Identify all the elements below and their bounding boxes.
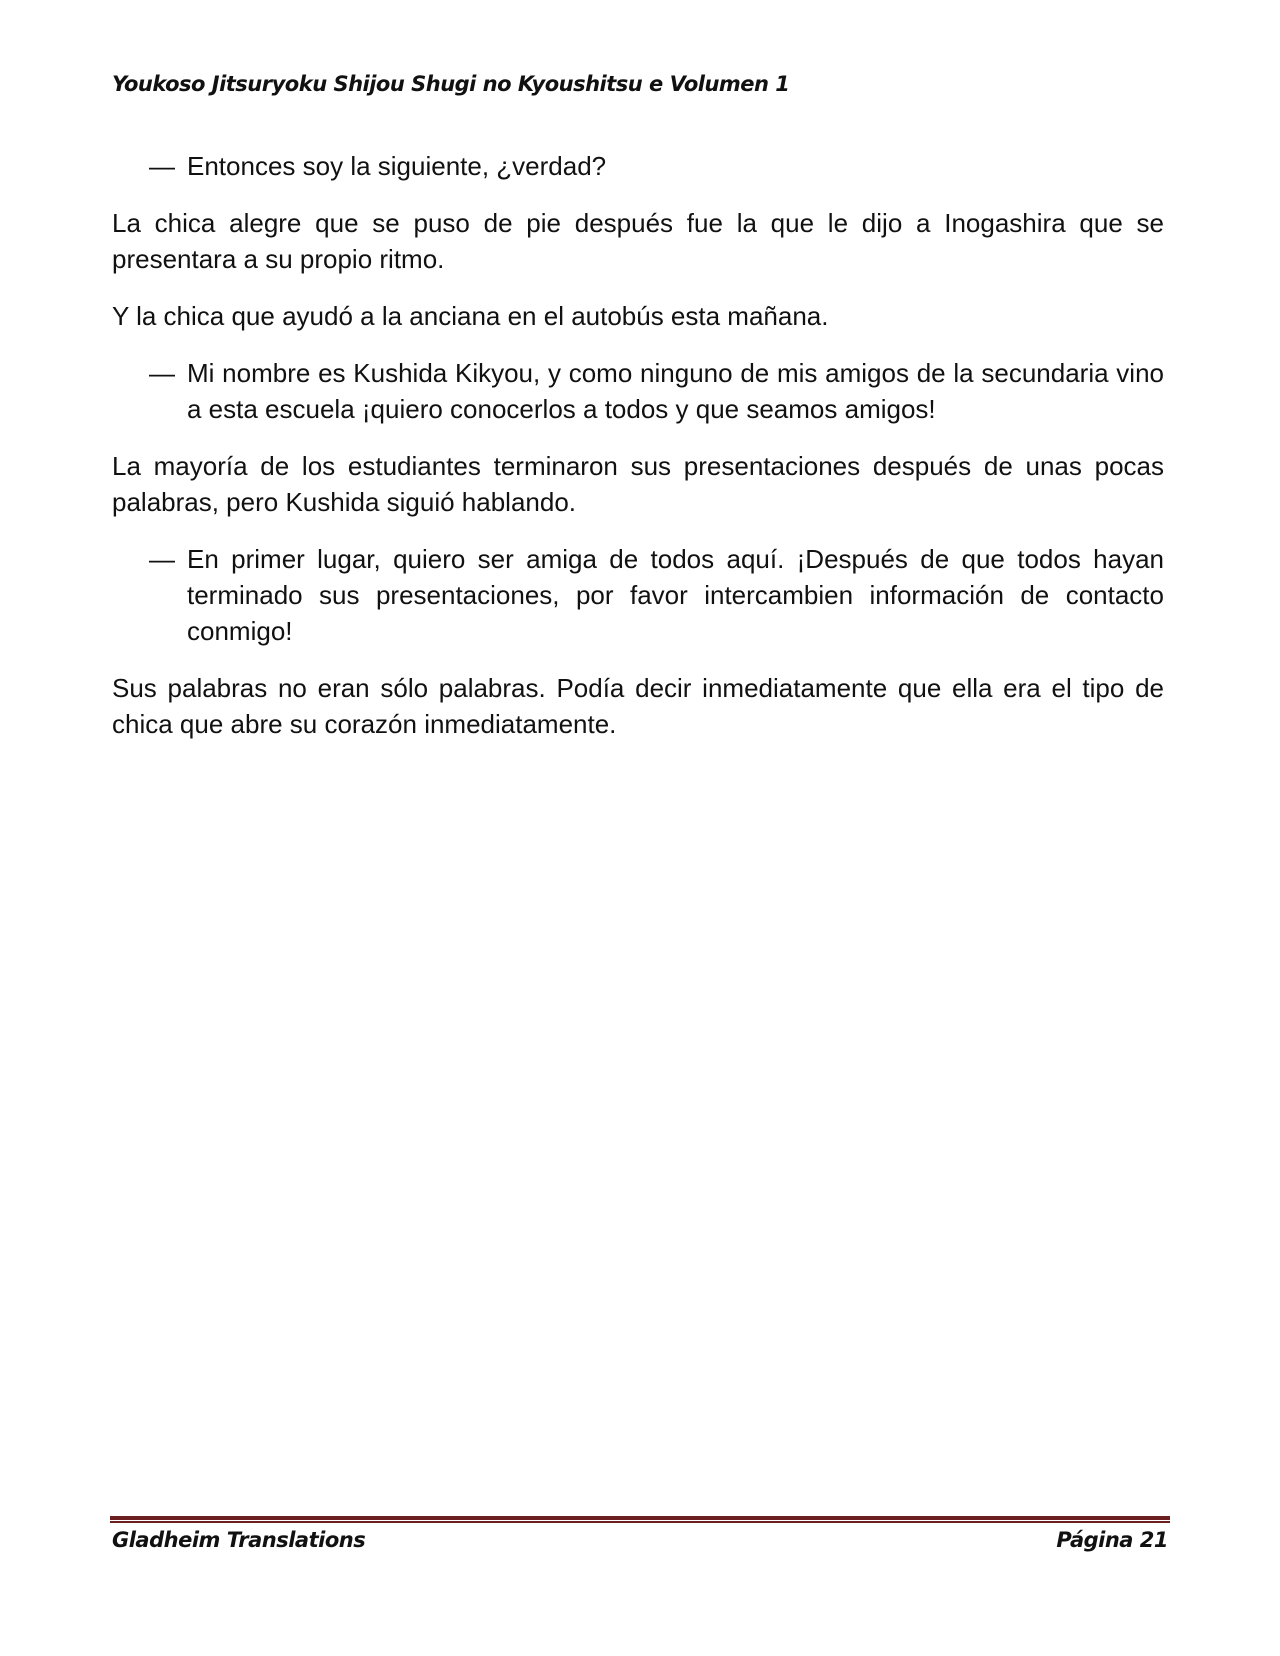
footer-divider [110, 1516, 1170, 1523]
dialogue-dash: — [149, 358, 175, 388]
paragraph: Sus palabras no eran sólo palabras. Podía decir inmediatamente que ella era el tipo de chica que abre su corazón inmediatamente. [112, 673, 1164, 739]
dialogue-dash: — [149, 544, 175, 574]
dialogue-text: En primer lugar, quiero ser amiga de todos aquí. ¡Después de que todos hayan terminado sus presentaciones, por favor intercambien información de contacto conmigo! [187, 544, 1164, 646]
footer-page-number: Página 21 [1056, 1528, 1168, 1552]
paragraph: La chica alegre que se puso de pie después fue la que le dijo a Inogashira que se presentara a su propio ritmo. [112, 208, 1164, 274]
dialogue-text: Mi nombre es Kushida Kikyou, y como ninguno de mis amigos de la secundaria vino a esta escuela ¡quiero conocerlos a todos y que seamos amigos! [187, 358, 1164, 424]
paragraph: La mayoría de los estudiantes terminaron sus presentaciones después de unas pocas palabras, pero Kushida siguió hablando. [112, 451, 1164, 517]
paragraph: Y la chica que ayudó a la anciana en el autobús esta mañana. [112, 301, 829, 331]
footer-publisher: Gladheim Translations [112, 1528, 366, 1552]
document-body [112, 148, 1164, 763]
dialogue-line [112, 355, 1164, 427]
dialogue-line [112, 541, 1164, 649]
dialogue-text: Entonces soy la siguiente, ¿verdad? [187, 151, 607, 181]
page-header-title: Youkoso Jitsuryoku Shijou Shugi no Kyoushitsu e Volumen 1 [112, 72, 790, 96]
dialogue-line [112, 148, 1164, 184]
dialogue-dash: — [149, 151, 175, 181]
